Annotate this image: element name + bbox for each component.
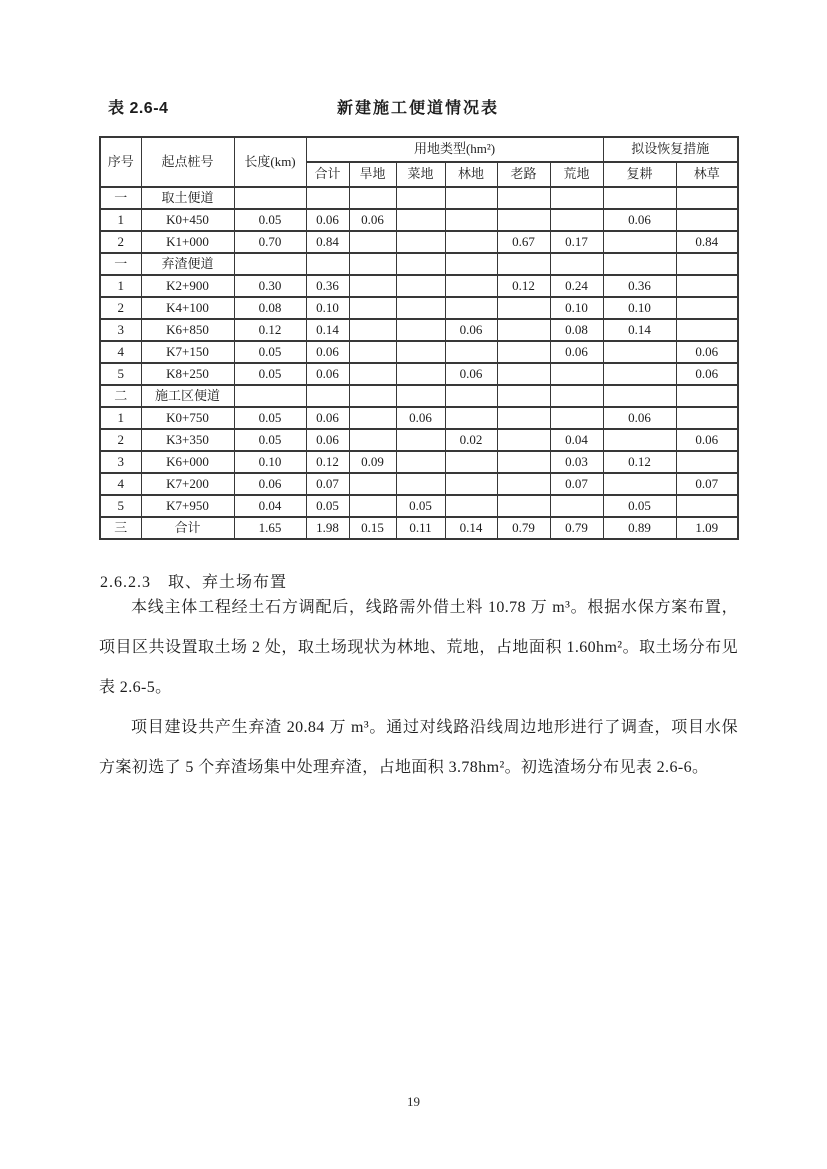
table-cell: 0.14	[603, 319, 676, 341]
table-cell: 0.12	[497, 275, 550, 297]
table-cell: 0.03	[550, 451, 603, 473]
table-cell: 0.05	[306, 495, 349, 517]
table-cell: 5	[100, 363, 141, 385]
table-cell: 0.09	[349, 451, 396, 473]
table-cell: 0.08	[234, 297, 306, 319]
table-cell: 0.10	[234, 451, 306, 473]
table-cell	[445, 407, 497, 429]
table-row	[100, 209, 738, 231]
table-cell	[396, 187, 445, 209]
table-cell	[497, 341, 550, 363]
table-row	[100, 253, 738, 275]
table-cell	[550, 385, 603, 407]
table-cell	[349, 495, 396, 517]
table-cell: K7+150	[141, 341, 234, 363]
table-cell: 0.36	[603, 275, 676, 297]
table-cell	[445, 297, 497, 319]
table-cell: 0.06	[306, 209, 349, 231]
column-group-restore: 拟设恢复措施	[603, 137, 738, 162]
table-cell	[234, 253, 306, 275]
table-cell	[445, 253, 497, 275]
table-cell: 0.05	[234, 341, 306, 363]
table-cell	[349, 429, 396, 451]
table-cell	[603, 363, 676, 385]
page-number: 19	[407, 1094, 420, 1109]
table-cell	[306, 187, 349, 209]
table-cell: 1	[100, 407, 141, 429]
table-cell	[676, 209, 738, 231]
table-cell: 0.04	[234, 495, 306, 517]
table-row	[100, 517, 738, 539]
table-cell	[603, 187, 676, 209]
table-cell: 1.09	[676, 517, 738, 539]
table-cell	[349, 297, 396, 319]
column-header: 林地	[445, 162, 497, 187]
table-cell	[396, 363, 445, 385]
table-row	[100, 341, 738, 363]
column-header: 菜地	[396, 162, 445, 187]
table-cell: 0.06	[603, 209, 676, 231]
table-cell: 0.05	[234, 209, 306, 231]
table-cell	[349, 319, 396, 341]
table-cell: 合计	[141, 517, 234, 539]
table-cell	[497, 407, 550, 429]
table-cell: K4+100	[141, 297, 234, 319]
table-cell	[445, 209, 497, 231]
header-row-1	[100, 137, 738, 162]
table-cell: 0.02	[445, 429, 497, 451]
table-cell: 0.12	[306, 451, 349, 473]
table-cell	[497, 319, 550, 341]
table-cell	[445, 495, 497, 517]
column-header-start-stake: 起点桩号	[141, 137, 234, 187]
table-cell	[445, 231, 497, 253]
table-cell	[676, 495, 738, 517]
table-cell	[445, 275, 497, 297]
table-row	[100, 385, 738, 407]
table-cell	[497, 385, 550, 407]
table-cell: K7+200	[141, 473, 234, 495]
table-cell	[396, 473, 445, 495]
table-cell	[497, 363, 550, 385]
table-cell	[550, 253, 603, 275]
table-row	[100, 473, 738, 495]
table-cell	[445, 341, 497, 363]
table-cell: 0.05	[234, 429, 306, 451]
construction-road-table	[99, 136, 739, 540]
table-row	[100, 429, 738, 451]
table-cell: 0.10	[550, 297, 603, 319]
table-cell: K2+900	[141, 275, 234, 297]
table-row	[100, 319, 738, 341]
table-cell: 一	[100, 253, 141, 275]
table-row	[100, 407, 738, 429]
table-cell: 0.12	[234, 319, 306, 341]
table-cell	[396, 209, 445, 231]
table-cell	[603, 429, 676, 451]
table-cell	[445, 385, 497, 407]
table-cell: 0.08	[550, 319, 603, 341]
table-cell: 0.06	[349, 209, 396, 231]
table-cell	[349, 385, 396, 407]
table-cell	[396, 341, 445, 363]
table-row	[100, 495, 738, 517]
table-cell: 0.14	[445, 517, 497, 539]
table-cell	[234, 187, 306, 209]
table-cell: 0.06	[676, 363, 738, 385]
column-header: 林草	[676, 162, 738, 187]
table-cell	[396, 319, 445, 341]
body-text	[99, 588, 738, 788]
table-cell: 0.67	[497, 231, 550, 253]
table-cell	[396, 451, 445, 473]
table-cell: 0.07	[550, 473, 603, 495]
table-cell: 0.06	[445, 319, 497, 341]
table-cell: 0.10	[306, 297, 349, 319]
table-cell	[497, 451, 550, 473]
table-cell: 弃渣便道	[141, 253, 234, 275]
table-cell: 0.05	[603, 495, 676, 517]
table-cell	[497, 209, 550, 231]
table-cell: K8+250	[141, 363, 234, 385]
table-cell: 0.07	[676, 473, 738, 495]
table-cell: K3+350	[141, 429, 234, 451]
table-cell: 0.06	[306, 429, 349, 451]
table-cell: 1.98	[306, 517, 349, 539]
table-cell: 1	[100, 275, 141, 297]
table-cell: K0+750	[141, 407, 234, 429]
table-cell	[306, 385, 349, 407]
table-label: 表 2.6-4	[108, 100, 169, 117]
table-cell: 2	[100, 231, 141, 253]
table-cell: 3	[100, 451, 141, 473]
column-header: 复耕	[603, 162, 676, 187]
table-cell: 0.17	[550, 231, 603, 253]
table-row	[100, 275, 738, 297]
table-cell	[306, 253, 349, 275]
table-cell: K7+950	[141, 495, 234, 517]
table-cell	[349, 473, 396, 495]
table-cell: 0.84	[306, 231, 349, 253]
table-cell	[234, 385, 306, 407]
column-header-length: 长度(km)	[234, 137, 306, 187]
table-cell	[497, 429, 550, 451]
table-cell	[349, 341, 396, 363]
table-cell: 0.06	[234, 473, 306, 495]
table-cell	[396, 385, 445, 407]
table-cell	[497, 473, 550, 495]
table-cell: 1	[100, 209, 141, 231]
table-cell: K6+000	[141, 451, 234, 473]
table-cell	[396, 253, 445, 275]
table-cell	[676, 275, 738, 297]
table-cell	[676, 451, 738, 473]
table-cell: 0.06	[676, 429, 738, 451]
table-cell: 施工区便道	[141, 385, 234, 407]
table-cell: 0.06	[306, 341, 349, 363]
column-header: 荒地	[550, 162, 603, 187]
paragraph-2: 项目建设共产生弃渣 20.84 万 m³。通过对线路沿线周边地形进行了调查，项目水保方案初选了 5 个弃渣场集中处理弃渣，占地面积 3.78hm²。初选渣场分布见表 2.6-6。	[99, 719, 738, 776]
table-cell	[445, 187, 497, 209]
table-cell: 二	[100, 385, 141, 407]
table-cell: 0.30	[234, 275, 306, 297]
table-cell: 5	[100, 495, 141, 517]
table-cell: 三	[100, 517, 141, 539]
table-cell	[349, 231, 396, 253]
table-cell	[396, 275, 445, 297]
table-cell: 3	[100, 319, 141, 341]
table-cell	[396, 231, 445, 253]
table-cell	[349, 363, 396, 385]
table-cell	[550, 495, 603, 517]
table-row	[100, 451, 738, 473]
table-cell: K6+850	[141, 319, 234, 341]
table-cell	[550, 363, 603, 385]
table-cell: 0.07	[306, 473, 349, 495]
table-cell: 0.04	[550, 429, 603, 451]
table-cell: 一	[100, 187, 141, 209]
table-cell: 0.06	[676, 341, 738, 363]
table-cell: 0.24	[550, 275, 603, 297]
table-cell: 0.06	[550, 341, 603, 363]
table-cell: 2	[100, 297, 141, 319]
table-cell	[349, 275, 396, 297]
table-cell	[550, 407, 603, 429]
table-cell	[497, 297, 550, 319]
table-cell	[676, 187, 738, 209]
table-cell	[550, 187, 603, 209]
table-caption-row	[99, 95, 737, 119]
table-cell	[445, 451, 497, 473]
table-cell: 0.06	[445, 363, 497, 385]
column-header: 合计	[306, 162, 349, 187]
table-row	[100, 231, 738, 253]
table-cell: 取土便道	[141, 187, 234, 209]
table-cell	[349, 407, 396, 429]
table-cell	[676, 385, 738, 407]
table-cell	[603, 231, 676, 253]
table-cell: 0.36	[306, 275, 349, 297]
table-cell: 0.70	[234, 231, 306, 253]
table-cell	[550, 209, 603, 231]
table-cell: 0.05	[234, 363, 306, 385]
table-cell: 4	[100, 341, 141, 363]
table-row	[100, 297, 738, 319]
table-cell	[497, 253, 550, 275]
table-cell	[497, 187, 550, 209]
table-cell: 0.06	[603, 407, 676, 429]
table-row	[100, 363, 738, 385]
table-cell: 0.06	[306, 407, 349, 429]
column-header: 旱地	[349, 162, 396, 187]
table-cell	[676, 319, 738, 341]
table-cell: 0.79	[550, 517, 603, 539]
table-cell	[603, 473, 676, 495]
column-group-land-type: 用地类型(hm²)	[306, 137, 603, 162]
table-cell: 0.79	[497, 517, 550, 539]
table-cell: K0+450	[141, 209, 234, 231]
column-header: 老路	[497, 162, 550, 187]
table-cell	[603, 253, 676, 275]
table-cell	[445, 473, 497, 495]
table-cell	[676, 297, 738, 319]
table-cell: K1+000	[141, 231, 234, 253]
table-cell: 0.10	[603, 297, 676, 319]
table-cell	[676, 253, 738, 275]
table-cell	[497, 495, 550, 517]
table-cell: 0.06	[306, 363, 349, 385]
table-cell: 0.14	[306, 319, 349, 341]
table-cell: 2	[100, 429, 141, 451]
table-cell	[349, 187, 396, 209]
table-cell: 0.11	[396, 517, 445, 539]
table-cell	[396, 297, 445, 319]
table-cell: 0.05	[396, 495, 445, 517]
table-cell	[396, 429, 445, 451]
table-header	[100, 137, 738, 187]
table-cell: 4	[100, 473, 141, 495]
table-cell	[676, 407, 738, 429]
table-cell: 0.15	[349, 517, 396, 539]
table-cell: 0.12	[603, 451, 676, 473]
table-cell: 0.84	[676, 231, 738, 253]
table-cell: 0.06	[396, 407, 445, 429]
table-cell: 0.89	[603, 517, 676, 539]
table-cell	[349, 253, 396, 275]
table-title: 新建施工便道情况表	[336, 100, 499, 117]
table-cell: 1.65	[234, 517, 306, 539]
paragraph-1: 本线主体工程经土石方调配后，线路需外借土料 10.78 万 m³。根据水保方案布置，项目区共设置取土场 2 处，取土场现状为林地、荒地，占地面积 1.60hm²。取土场分布见表 2.6-5。	[99, 599, 738, 696]
table-cell	[603, 341, 676, 363]
table-cell	[603, 385, 676, 407]
table-row	[100, 187, 738, 209]
section-heading: 2.6.2.3 取、弃土场布置	[100, 574, 288, 591]
table-body	[100, 187, 738, 539]
column-header-serial: 序号	[100, 137, 141, 187]
table-cell: 0.05	[234, 407, 306, 429]
